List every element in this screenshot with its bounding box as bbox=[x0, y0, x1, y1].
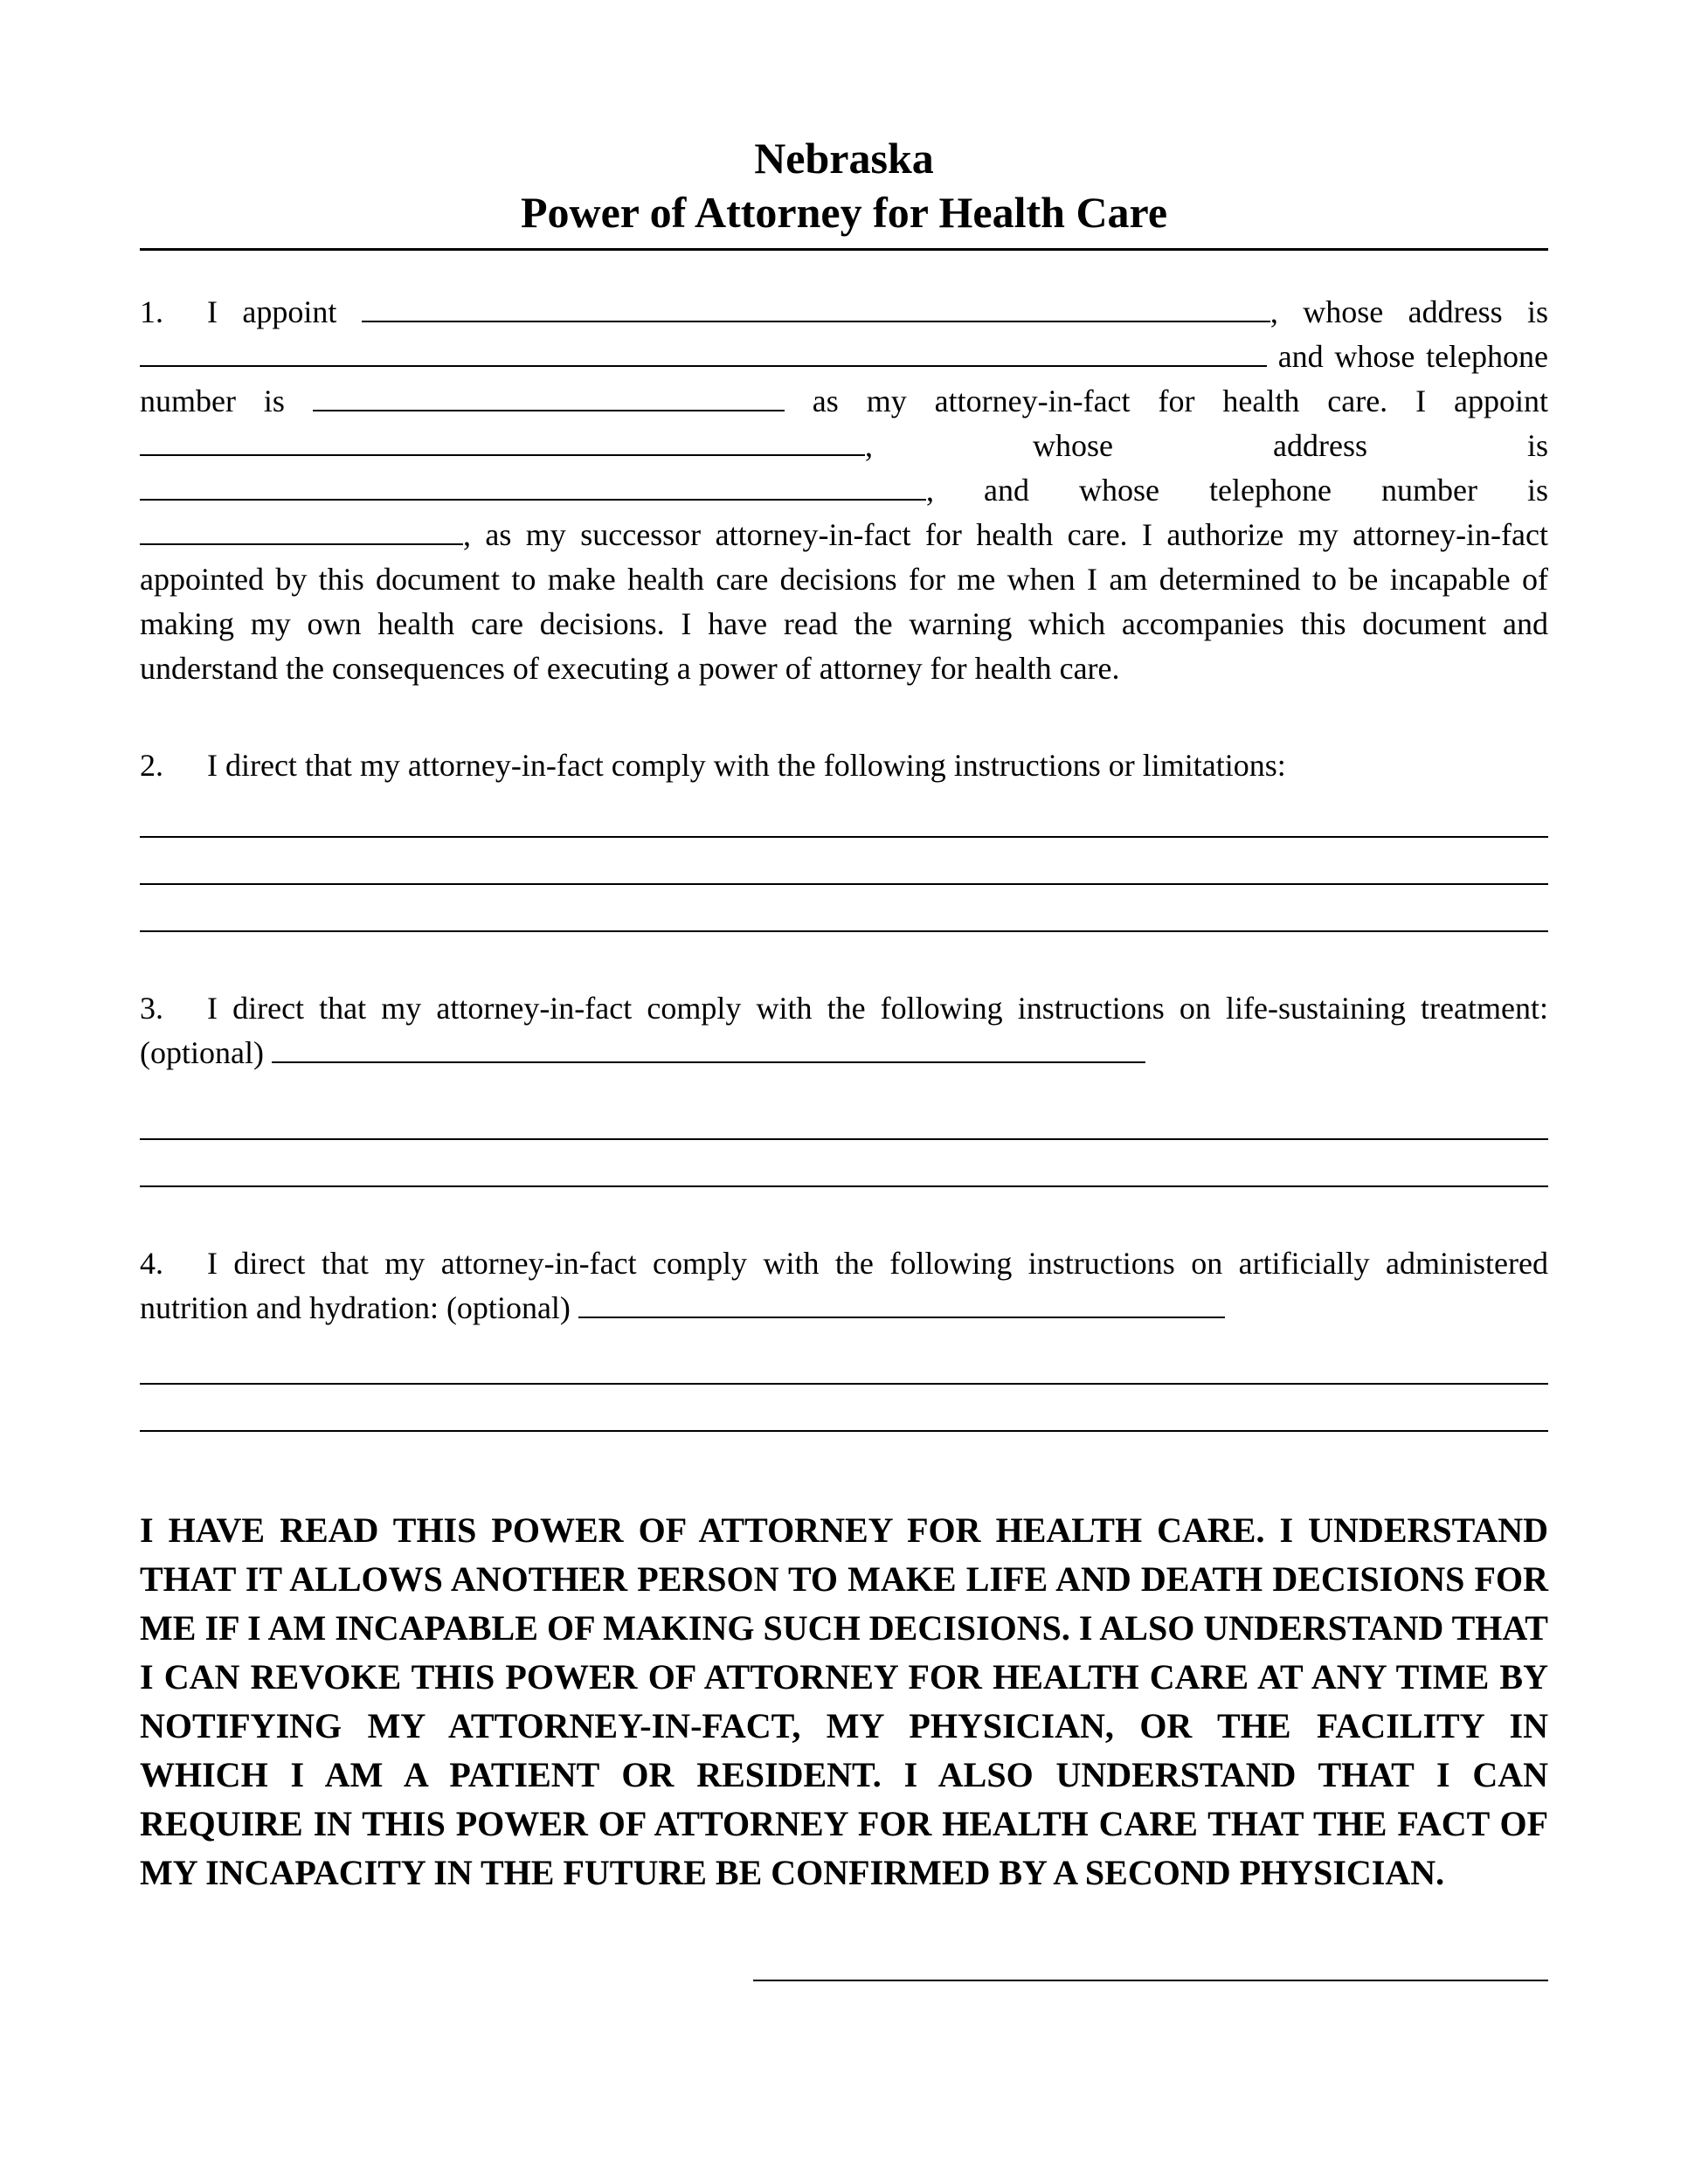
document-title-state: Nebraska bbox=[754, 134, 934, 183]
section-4-number: 4. bbox=[140, 1246, 163, 1281]
successor-phone-blank bbox=[140, 514, 463, 545]
section-4-write-in-area bbox=[140, 1383, 1548, 1432]
section-1-text-phone: and whose telephone number is bbox=[140, 339, 1549, 418]
section-1-text-appoint: I appoint bbox=[207, 294, 337, 329]
instructions-line bbox=[140, 1185, 1548, 1187]
instructions-line bbox=[140, 1383, 1548, 1385]
successor-name-blank bbox=[140, 425, 865, 456]
section-4-text: I direct that my attorney-in-fact comply with the following instructions on artificially administered nutrition and hydration: (optional) bbox=[140, 1246, 1548, 1325]
signature-row bbox=[140, 1967, 1548, 1986]
instructions-line bbox=[140, 1430, 1548, 1432]
life-sustaining-optional-blank bbox=[272, 1032, 1145, 1063]
appointee-name-blank bbox=[362, 291, 1270, 322]
instructions-line bbox=[140, 883, 1548, 885]
nutrition-hydration-optional-blank bbox=[578, 1287, 1225, 1318]
instructions-line bbox=[140, 930, 1548, 932]
instructions-line bbox=[140, 1138, 1548, 1140]
section-3-write-in-area bbox=[140, 1138, 1548, 1187]
section-1-text-authorization: , as my successor attorney-in-fact for health care. I authorize my attorney-in-fact appointed by this document to make health care decisions for me when I am determined to be incapable of making my own health care decisions. I have read the warning which accompanies this document and understand the consequences of executing a power of attorney for health care. bbox=[140, 517, 1548, 686]
acknowledgment-statement: I HAVE READ THIS POWER OF ATTORNEY FOR HEALTH CARE. I UNDERSTAND THAT IT ALLOWS ANOTHER PERSON TO MAKE LIFE AND DEATH DECISIONS FOR ME IF I AM INCAPABLE OF MAKING SUCH DECISIONS. I ALSO UNDERSTAND THAT I CAN REVOKE THIS POWER OF ATTORNEY FOR HEALTH CARE AT ANY TIME BY NOTIFYING MY ATTORNEY-IN-FACT, MY PHYSICIAN, OR THE FACILITY IN WHICH I AM A PATIENT OR RESIDENT. I ALSO UNDERSTAND THAT I CAN REQUIRE IN THIS POWER OF ATTORNEY FOR HEALTH CARE THAT THE FACT OF MY INCAPACITY IN THE FUTURE BE CONFIRMED BY A SECOND PHYSICIAN. bbox=[140, 1510, 1548, 1892]
section-1-text-successor-address: , whose address is bbox=[865, 428, 1548, 463]
appointee-phone-blank bbox=[313, 380, 785, 411]
document-header bbox=[140, 131, 1548, 251]
instructions-line bbox=[140, 836, 1548, 838]
section-2-number: 2. bbox=[140, 748, 163, 783]
section-3 bbox=[140, 986, 1548, 1075]
signature-blank bbox=[753, 1967, 1548, 1981]
document-title-main: Power of Attorney for Health Care bbox=[520, 188, 1168, 237]
section-4 bbox=[140, 1241, 1548, 1330]
section-1-text-successor-phone: , and whose telephone number is bbox=[926, 473, 1548, 508]
section-1-text-address: , whose address is bbox=[1269, 294, 1549, 329]
section-2 bbox=[140, 743, 1548, 788]
section-1-text-successor-appoint: as my attorney-in-fact for health care. I appoint bbox=[812, 384, 1549, 418]
section-2-write-in-area bbox=[140, 836, 1548, 932]
section-2-text: I direct that my attorney-in-fact comply with the following instructions or limitations: bbox=[207, 748, 1286, 783]
section-1 bbox=[140, 290, 1548, 691]
appointee-address-blank bbox=[140, 335, 1267, 367]
section-3-text: I direct that my attorney-in-fact comply with the following instructions on life-sustaining treatment: (optional) bbox=[140, 991, 1548, 1070]
section-1-number: 1. bbox=[140, 294, 163, 329]
successor-address-blank bbox=[140, 469, 926, 501]
section-3-number: 3. bbox=[140, 991, 163, 1026]
